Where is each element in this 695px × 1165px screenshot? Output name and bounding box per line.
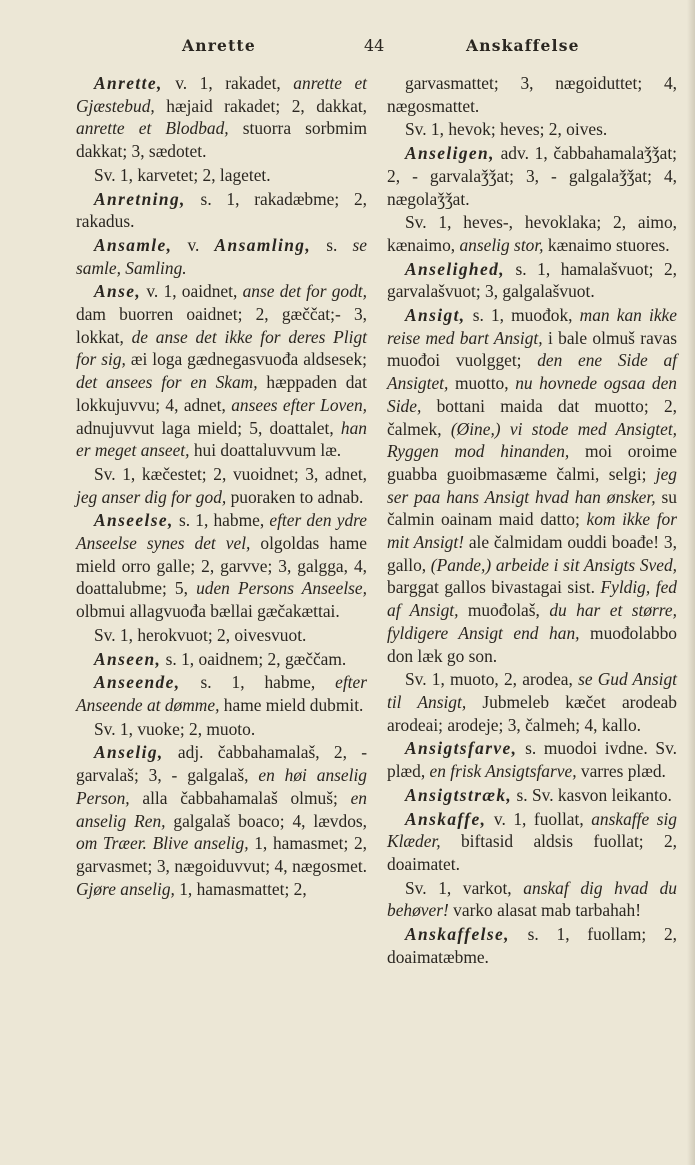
dictionary-entry [387,258,677,303]
entry-text: Sv. 1, hevok; heves; 2, oives. [405,119,608,140]
entry-text: Sv. 1, varkot, [405,877,524,898]
entry-text: Sv. 1, kæčestet; 2, vuoidnet; 3, adnet, [94,463,367,484]
entry-text: su čalmin oainam maid datto; [387,486,677,530]
entry-text: hui doattaluvvum læ. [189,440,342,461]
example-phrase: anrette et Gjæstebud, [76,73,367,116]
entry-text: galgalaš boaco; 4, lævdos, [165,810,367,831]
dictionary-entry [387,737,677,782]
entry-text: ale čalmidam ouddi boađe! 3, gallo, [387,532,677,575]
entry-text: adnujuvvut laga mield; 5, doattalet, [76,417,341,438]
entry-text: barggat gallos bivastagai sist. [387,577,601,598]
dictionary-entry [387,118,677,141]
entry-text: s. [311,234,353,255]
entry-text: s. 1, fuollam; 2, doaimatæbme. [387,924,677,967]
entry-text: adv. 1, čabbahamalaǯǯat; 2, - garvalaǯǯat; 3, - galgalaǯǯat; 4, nægolaǯǯat. [387,143,677,209]
example-phrase: jeg anser dig for god, [76,486,227,507]
example-phrase: efter den ydre Anseelse synes det vel, [76,510,367,554]
entry-text: moi oroime guabba guoibmasæme čalmi, selgi; [387,441,677,484]
entry-text: Sv. 1, muoto, 2, arodea, [405,669,579,690]
example-phrase: (Øine,) vi stode med Ansigtet, Ryggen mod hinanden, [387,418,678,462]
entry-text: 1, hamasmet; 2, garvasmet; 3, nægoiduvvut; 4, nægosmet. [76,833,367,876]
entry-text: kænaimo stuores. [543,234,670,255]
entry-text: adj. čabbahamalaš, 2, - garvalaš; 3, - galgalaš, [76,742,367,786]
entry-text: s. 1, habme, [173,510,270,531]
dictionary-entry [76,164,367,187]
left-column [76,72,367,901]
example-phrase: du har et større, fyldigere Ansigt end han, [387,600,677,643]
headword: Anseelse, [94,510,174,531]
dictionary-entry [76,72,367,163]
entry-text: 1, hamasmattet; 2, [174,878,307,899]
entry-text: olgoldas hame mield orro galle; 2, garvve; 3, galgga, 4, doattalubme; 5, [76,533,367,599]
entry-text: Sv. 1, vuoke; 2, muoto. [94,718,256,739]
example-phrase: den ene Side af Ansigtet, [387,350,677,394]
dictionary-entry [76,624,367,647]
entry-text: s. 1, rakadæbme; 2, rakadus. [76,188,367,232]
example-phrase: ansees efter Loven, [231,394,368,415]
entry-text: v. 1, rakadet, [162,73,294,93]
dictionary-entry [76,671,367,716]
entry-text: s. 1, habme, [180,672,336,693]
example-phrase: jeg ser paa hans Ansigt hvad han ønsker, [387,463,677,507]
entry-text: æi loga gædnegasvuođa aldsesek; [125,349,367,370]
entry-text: muođolabbo don læk go son. [387,622,677,666]
headword: Anseende, [94,672,181,693]
page-number: 44 [364,36,385,55]
dictionary-entry [76,648,367,671]
example-phrase: en anselig Ren, [76,787,367,831]
example-phrase: anse det for godt, [242,281,367,302]
example-phrase: det ansees for en Skam, [76,372,258,393]
dictionary-entry [76,463,367,508]
dictionary-entry [76,234,367,279]
example-phrase: anselig stor, [459,234,544,255]
entry-text: v. [172,234,215,255]
headword: Anse, [94,281,142,302]
example-phrase: om Træer. Blive anselig, [76,833,249,854]
headword: Anseen, [94,648,162,669]
header-first-word: Anrette [182,36,256,55]
dictionary-entry [387,877,677,922]
dictionary-entry [76,188,367,233]
headword: Anrette, [94,73,163,93]
entry-text: Sv. 1, karvetet; 2, lagetet. [94,164,271,185]
page-edge-shadow [687,0,695,1165]
entry-text: s. 1, muođok, [465,305,580,326]
headword: Ansigtstræk, [405,784,513,805]
entry-text: s. Sv. kasvon leikanto. [512,784,672,805]
entry-text: olbmui allagvuođa bællai gæčakættai. [76,601,340,622]
entry-text: muođolaš, [458,600,550,621]
entry-text: dam buorren oaidnet; 2, gæččat;- 3, lokkat, [76,304,367,347]
example-phrase: (Pande,) arbeide i sit Ansigts Sved, [430,554,677,575]
dictionary-entry [387,808,677,876]
dictionary-entry [387,304,677,667]
dictionary-entry [76,718,367,741]
example-phrase: anskaffe sig Klæder, [387,808,677,852]
example-phrase: en høi anselig Person, [76,765,367,808]
dictionary-entry [387,923,677,968]
dictionary-entry [387,784,677,807]
example-phrase: se samle, Samling. [76,234,367,278]
example-phrase: Gjøre anselig, [76,878,175,899]
example-phrase: han er meget anseet, [76,417,367,461]
headword: Anselig, [94,742,164,763]
headword: Anskaffe, [405,808,487,829]
entry-text: biftasid aldsis fuollat; 2, doaimatet. [387,831,677,874]
headword: Anselighed, [405,258,505,279]
entry-text: hame mield dubmit. [219,694,364,715]
headword: Ansigtsfarve, [405,738,518,759]
dictionary-entry [76,280,367,462]
dictionary-entry [387,668,677,736]
entry-text: s. muodoi ivdne. Sv. plæd, [387,738,677,782]
right-column [387,72,677,969]
example-phrase: Fyldig, fed af Ansigt, [387,577,677,621]
entry-text: hæppaden dat lokkujuvvu; 4, adnet, [76,372,367,415]
example-phrase: en frisk Ansigtsfarve, [429,761,577,782]
example-phrase: man kan ikke reise med bart Ansigt, [387,305,677,348]
entry-text: garvasmattet; 3, nægoiduttet; 4, nægosmattet. [387,73,677,116]
running-header [0,36,695,58]
header-last-word: Anskaffelse [466,36,580,55]
example-phrase: uden Persons Anseelse, [196,578,367,599]
entry-text: v. 1, fuollat, [486,808,592,829]
headword: Ansamling, [214,234,312,255]
example-phrase: de anse det ikke for deres Pligt for sig, [76,326,367,370]
headword: Ansamle, [94,234,173,255]
entry-text: Sv. 1, herokvuot; 2, oivesvuot. [94,624,307,645]
dictionary-entry [387,142,677,210]
example-phrase: anrette et Blodbad, [76,118,229,139]
entry-text: bottani maida dat muotto; 2, čalmek, [387,395,677,439]
entry-text: s. 1, oaidnem; 2, gæččam. [161,648,347,669]
dictionary-entry [387,72,677,117]
example-phrase: anskaf dig hvad du behøver! [387,877,677,921]
entry-text: Sv. 1, heves-, hevoklaka; 2, aimo, kænaimo, [387,212,677,255]
dictionary-entry [387,211,677,256]
entry-text: hæjaid rakadet; 2, dakkat, [154,95,367,116]
entry-text: v. 1, oaidnet, [141,281,243,302]
example-phrase: nu hovnede ogsaa den Side, [387,373,677,416]
headword: Anseligen, [405,143,495,164]
dictionary-entry [76,509,367,623]
headword: Anretning, [94,188,186,209]
entry-text: stuorra sorbmim dakkat; 3, sædotet. [76,118,367,162]
headword: Ansigt, [405,305,466,326]
example-phrase: kom ikke for mit Ansigt! [387,509,678,553]
entry-text: varres plæd. [576,761,666,782]
entry-text: varko alasat mab tarbahah! [448,900,641,921]
entry-text: puoraken to adnab. [226,486,364,507]
headword: Anskaffelse, [405,924,510,945]
entry-text: alla čabbahamalaš olmuš; [129,787,351,808]
entry-text: i bale olmuš ravas muođoi vuolgget; [387,327,677,371]
entry-text: muotto, [448,373,516,394]
entry-text: Jubmeleb kæčet arodeab arodeai; arodeje; 3, čalmeh; 4, kallo. [387,691,677,735]
entry-text: s. 1, hamalašvuot; 2, garvalašvuot; 3, galgalašvuot. [387,258,677,302]
example-phrase: efter Anseende at dømme, [76,672,367,715]
dictionary-entry [76,741,367,900]
example-phrase: se Gud Ansigt til Ansigt, [387,669,677,712]
